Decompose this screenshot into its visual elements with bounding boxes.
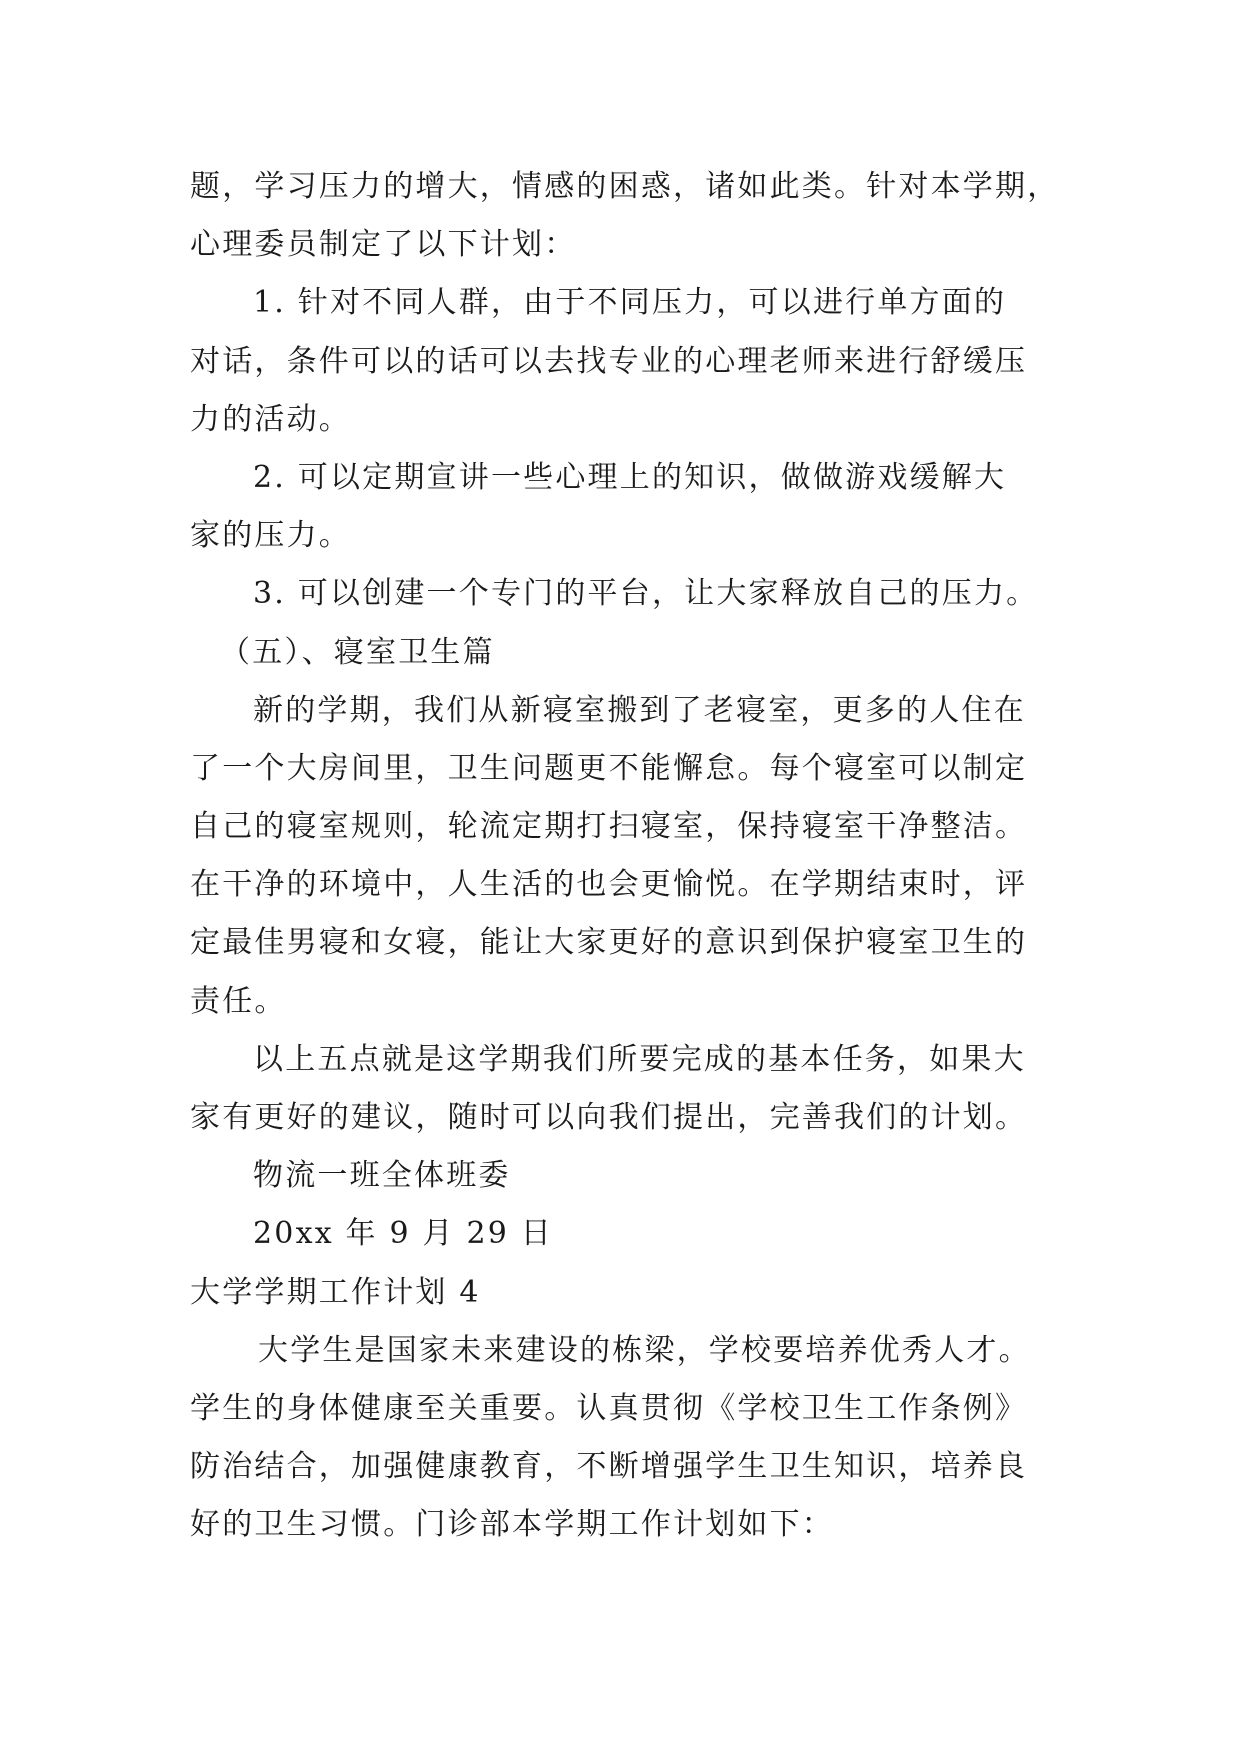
signature-line: 物流一班全体班委 <box>253 1158 511 1194</box>
list-item-1: 1. 针对不同人群，由于不同压力，可以进行单方面的 <box>253 285 1007 321</box>
paragraph-line: 对话，条件可以的话可以去找专业的心理老师来进行舒缓压 <box>190 343 1028 379</box>
paragraph-line: 定最佳男寝和女寝，能让大家更好的意识到保护寝室卫生的 <box>190 925 1028 961</box>
paragraph-line: 以上五点就是这学期我们所要完成的基本任务，如果大 <box>253 1041 1026 1077</box>
paragraph-line: 题，学习压力的增大，情感的困惑，诸如此类。针对本学期， <box>190 169 1060 204</box>
paragraph-line: 学生的身体健康至关重要。认真贯彻《学校卫生工作条例》 <box>190 1390 1028 1426</box>
paragraph-line: 大学生是国家未来建设的栋梁，学校要培养优秀人才。 <box>258 1332 1031 1368</box>
section-heading: （五）、寝室卫生篇 <box>220 634 495 670</box>
paragraph-line: 家有更好的建议，随时可以向我们提出，完善我们的计划。 <box>190 1100 1028 1135</box>
paragraph-line: 好的卫生习惯。门诊部本学期工作计划如下： <box>190 1507 834 1543</box>
list-item-3: 3. 可以创建一个专门的平台，让大家释放自己的压力。 <box>253 576 1039 612</box>
list-item-2: 2. 可以定期宣讲一些心理上的知识，做做游戏缓解大 <box>253 459 1007 495</box>
paragraph-line: 自己的寝室规则，轮流定期打扫寝室，保持寝室干净整洁。 <box>190 809 1028 845</box>
date-line: 20xx 年 9 月 29 日 <box>253 1216 553 1252</box>
document-body <box>190 158 1090 1555</box>
paragraph-line: 新的学期，我们从新寝室搬到了老寝室，更多的人住在 <box>253 692 1026 728</box>
document-title: 大学学期工作计划 4 <box>190 1274 481 1310</box>
paragraph-line: 了一个大房间里，卫生问题更不能懈怠。每个寝室可以制定 <box>190 750 1028 786</box>
paragraph-line: 力的活动。 <box>190 401 351 437</box>
paragraph-line: 防治结合，加强健康教育，不断增强学生卫生知识，培养良 <box>190 1449 1028 1485</box>
paragraph-line: 心理委员制定了以下计划： <box>190 227 577 263</box>
paragraph-line: 在干净的环境中，人生活的也会更愉悦。在学期结束时，评 <box>190 867 1028 903</box>
paragraph-line: 责任。 <box>190 983 287 1019</box>
paragraph-line: 家的压力。 <box>190 518 351 554</box>
